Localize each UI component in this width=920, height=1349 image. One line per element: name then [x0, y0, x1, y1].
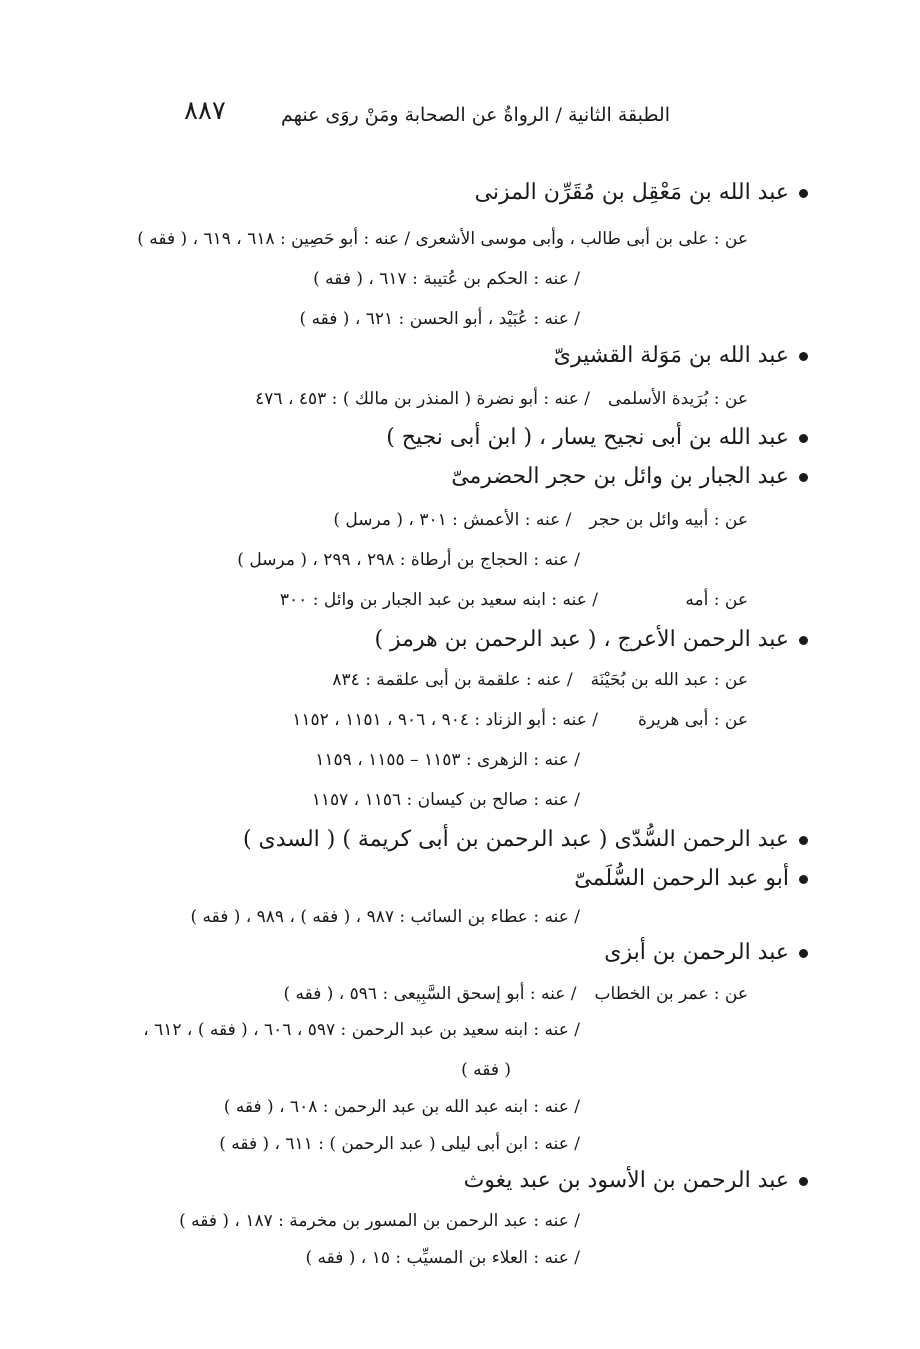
narrator-line: / عنه : ابنه عبد الله بن عبد الرحمن : ٦٠٨ ، ( فقه )	[223, 1097, 580, 1117]
narrator-line: / عنه : ابن أبى ليلى ( عبد الرحمن ) : ٦١١ ، ( فقه )	[219, 1134, 580, 1154]
entry-title: عبد الجبار بن وائل بن حجر الحضرمىّ	[451, 464, 808, 489]
narrator-line: / عنه : عطاء بن السائب : ٩٨٧ ، ( فقه ) ، ٩٨٩ ، ( فقه )	[190, 907, 580, 927]
bullet-icon	[799, 636, 808, 645]
entry-title: عبد الله بن أبى نجيح يسار ، ( ابن أبى نجيح )	[386, 425, 808, 450]
entry-title: أبو عبد الرحمن السُّلَمىّ	[574, 866, 808, 891]
bullet-icon	[799, 836, 808, 845]
page-number: ٨٨٧	[184, 96, 226, 126]
narrator-line: / عنه : ابنه سعيد بن عبد الرحمن : ٥٩٧ ، ٦٠٦ ، ( فقه ) ، ٦١٢ ،	[143, 1020, 580, 1040]
narrator-line: عن : أبى هريرة/ عنه : أبو الزناد : ٩٠٤ ، ٩٠٦ ، ١١٥١ ، ١١٥٢	[292, 710, 748, 730]
bullet-icon	[799, 352, 808, 361]
narrator-line: عن : أبيه وائل بن حجر/ عنه : الأعمش : ٣٠١ ، ( مرسل )	[333, 510, 748, 530]
narrator-line: عن : عبد الله بن بُحَيْنَة/ عنه : علقمة بن أبى علقمة : ٨٣٤	[332, 670, 748, 690]
narrator-line: عن : أمه/ عنه : ابنه سعيد بن عبد الجبار بن وائل : ٣٠٠	[279, 590, 748, 610]
entry-title: عبد الله بن مَعْقِل بن مُقَرِّن المزنى	[475, 180, 808, 205]
narrator-line: عن : بُرَيدة الأسلمى/ عنه : أبو نضرة ( المنذر بن مالك ) : ٤٥٣ ، ٤٧٦	[255, 389, 748, 409]
entry-title: عبد الرحمن السُّدّى ( عبد الرحمن بن أبى كريمة ) ( السدى )	[243, 827, 808, 852]
narrator-line: / عنه : صالح بن كيسان : ١١٥٦ ، ١١٥٧	[311, 790, 580, 810]
entry-title: عبد الله بن مَوَلة القشيرىّ	[554, 343, 808, 368]
entry-title: عبد الرحمن بن أبزى	[604, 940, 808, 965]
bullet-icon	[799, 949, 808, 958]
narrator-line: ( فقه )	[461, 1060, 511, 1080]
bullet-icon	[799, 473, 808, 482]
narrator-line: / عنه : عُبَيْد ، أبو الحسن : ٦٢١ ، ( فقه )	[299, 309, 580, 329]
narrator-line: / عنه : العلاء بن المسيِّب : ١٥ ، ( فقه )	[305, 1248, 580, 1268]
narrator-line: / عنه : عبد الرحمن بن المسور بن مخرمة : ١٨٧ ، ( فقه )	[179, 1211, 580, 1231]
narrator-line: / عنه : الحكم بن عُتيبة : ٦١٧ ، ( فقه )	[313, 269, 580, 289]
running-header: الطبقة الثانية / الرواةُ عن الصحابة ومَنْ روَى عنهم	[280, 104, 670, 126]
narrator-line: عن : على بن أبى طالب ، وأبى موسى الأشعرى / عنه : أبو حَصِين : ٦١٨ ، ٦١٩ ، ( فقه )	[137, 229, 748, 249]
entry-title: عبد الرحمن الأعرج ، ( عبد الرحمن بن هرمز )	[374, 627, 808, 652]
bullet-icon	[799, 875, 808, 884]
bullet-icon	[799, 434, 808, 443]
narrator-line: / عنه : الزهرى : ١١٥٣ – ١١٥٥ ، ١١٥٩	[315, 750, 580, 770]
bullet-icon	[799, 189, 808, 198]
narrator-line: عن : عمر بن الخطاب/ عنه : أبو إسحق السَّبِيعى : ٥٩٦ ، ( فقه )	[283, 984, 748, 1004]
narrator-line: / عنه : الحجاج بن أرطاة : ٢٩٨ ، ٢٩٩ ، ( مرسل )	[237, 550, 580, 570]
bullet-icon	[799, 1177, 808, 1186]
entry-title: عبد الرحمن بن الأسود بن عبد يغوث	[464, 1168, 808, 1193]
